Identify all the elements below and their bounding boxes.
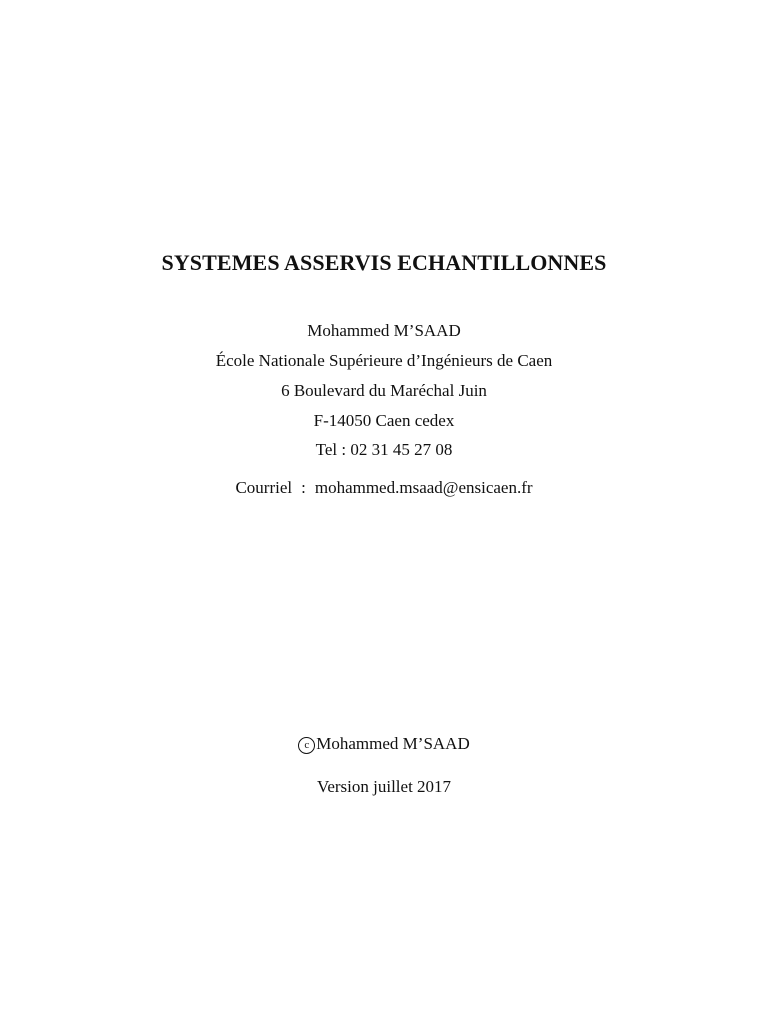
email-row (0, 479, 768, 496)
version-date: Version juillet 2017 (316, 777, 452, 796)
email-separator: : (301, 478, 306, 497)
copyright-line (0, 735, 768, 754)
copyright-holder: Mohammed M’SAAD (316, 734, 470, 753)
address-street: 6 Boulevard du Maréchal Juin (281, 381, 487, 400)
email-label: Courriel (235, 478, 293, 497)
document-title: SYSTEMES ASSERVIS ECHANTILLONNES (161, 250, 607, 275)
copyright-icon: c (298, 737, 315, 754)
author-name: Mohammed M’SAAD (307, 321, 461, 340)
address-city: F-14050 Caen cedex (313, 411, 455, 430)
phone-number: Tel : 02 31 45 27 08 (315, 440, 453, 459)
institution-name: École Nationale Supérieure d’Ingénieurs de Caen (215, 351, 553, 370)
email-address: mohammed.msaad@ensicaen.fr (314, 478, 533, 497)
